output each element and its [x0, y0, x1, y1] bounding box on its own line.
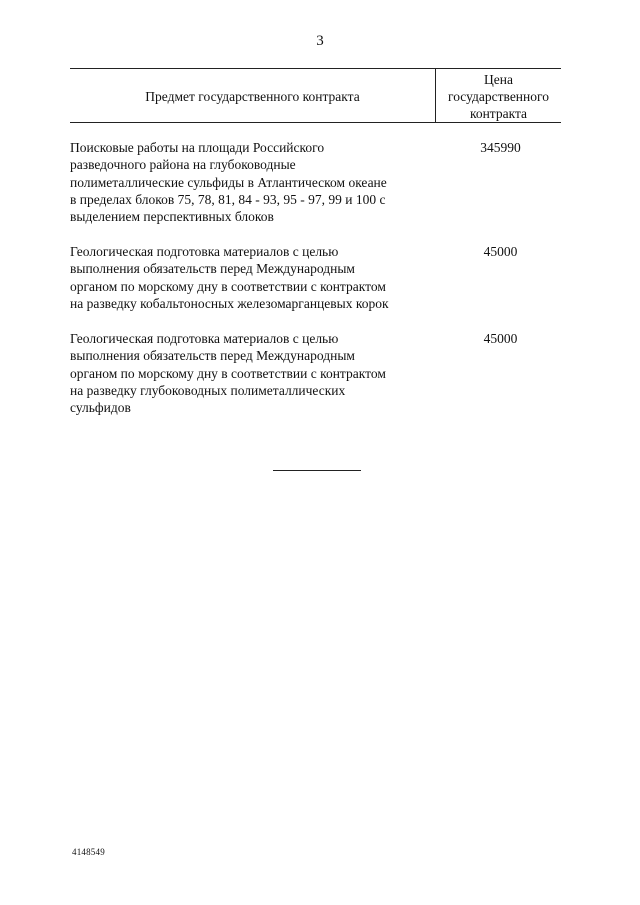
table-header: [70, 68, 561, 123]
subject-line: разведочного района на глубоководные: [70, 157, 296, 173]
subject-line: Геологическая подготовка материалов с целью: [70, 244, 339, 259]
table-row: [70, 330, 561, 416]
row-price: 45000: [483, 244, 518, 259]
header-subject: Предмет государственного контракта: [70, 69, 436, 122]
subject-line: на разведку глубоководных полиметаллических: [70, 382, 346, 398]
row-price: 345990: [480, 140, 521, 155]
end-divider: [273, 470, 361, 471]
document-code: 4148549: [72, 847, 105, 857]
subject-line: полиметаллические сульфиды в Атлантическом океане: [70, 174, 387, 190]
table-row: [70, 139, 561, 225]
header-price-line: Цена: [484, 72, 513, 87]
row-price: 45000: [483, 331, 518, 346]
page-number: 3: [316, 33, 324, 49]
subject-line: на разведку кобальтоносных железомарганцевых корок: [70, 295, 389, 311]
subject-line: выполнения обязательств перед Международным: [70, 261, 355, 277]
row-subject: [70, 243, 436, 312]
subject-line: выполнения обязательств перед Международным: [70, 348, 355, 364]
subject-line: выделением перспективных блоков: [70, 209, 274, 225]
row-subject: [70, 139, 436, 225]
subject-line: Поисковые работы на площади Российского: [70, 140, 325, 155]
header-price-line: государственного: [448, 89, 549, 104]
header-price: [436, 69, 561, 122]
header-price-line: контракта: [469, 106, 528, 121]
row-subject: [70, 330, 436, 416]
contract-table: [70, 68, 561, 416]
subject-line: органом по морскому дну в соответствии с контрактом: [70, 365, 386, 381]
subject-line: сульфидов: [70, 400, 131, 416]
subject-line: в пределах блоков 75, 78, 81, 84 - 93, 95 - 97, 99 и 100 с: [70, 191, 386, 207]
subject-line: Геологическая подготовка материалов с целью: [70, 331, 339, 346]
subject-line: органом по морскому дну в соответствии с контрактом: [70, 278, 386, 294]
table-row: [70, 243, 561, 312]
